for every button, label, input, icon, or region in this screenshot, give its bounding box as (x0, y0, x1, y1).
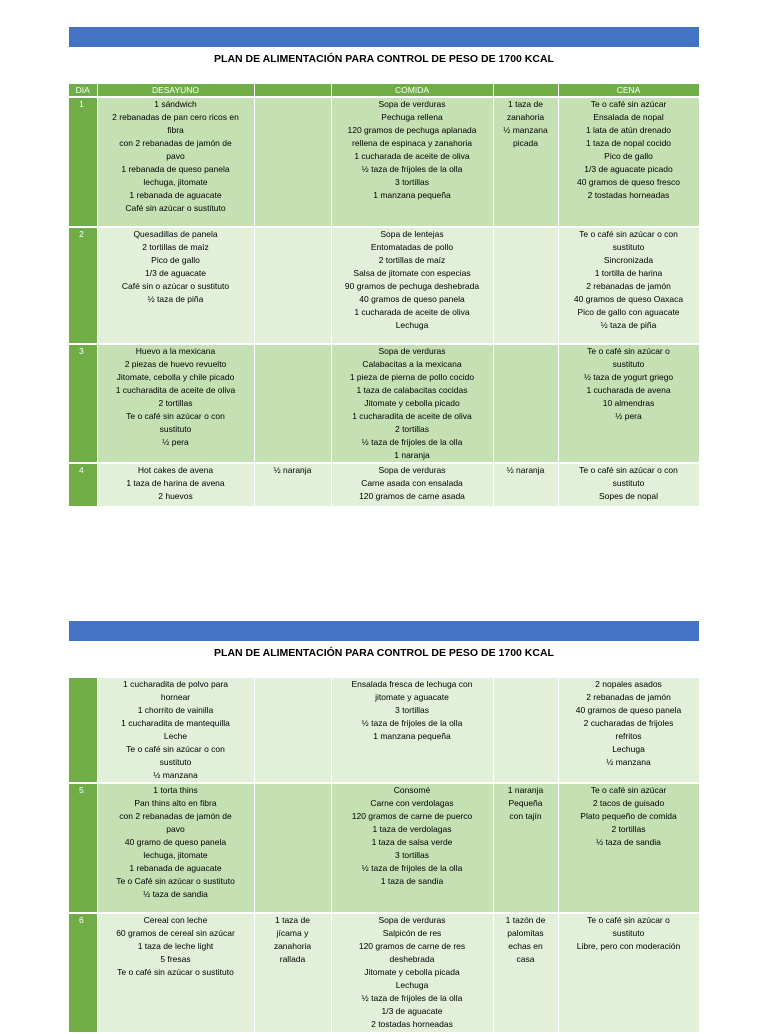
comida-item: deshebrada (389, 954, 435, 964)
table-row (69, 227, 699, 344)
cell-desayuno (97, 463, 254, 507)
cena-item: 1/3 de aguacate picado (584, 164, 673, 174)
cell-colacion2 (493, 463, 558, 507)
desayuno-item: con 2 rebanadas de jamón de (119, 811, 232, 821)
desayuno-item: pavo (166, 151, 185, 161)
cena-item: 10 almendras (602, 398, 655, 408)
comida-item: Lechuga (395, 980, 429, 990)
cena-item: Te o café sin azúcar (590, 99, 667, 109)
cena-item: 40 gramos de queso panela (575, 705, 682, 715)
cena-item: Libre, pero con moderación (576, 941, 681, 951)
page-1-title: PLAN DE ALIMENTACIÓN PARA CONTROL DE PESO DE 1700 KCAL (214, 53, 554, 65)
comida-item: 1 manzana pequeña (373, 190, 451, 200)
cena-item: 40 gramos de queso Oaxaca (573, 294, 684, 304)
comida-item: Sopa de verduras (378, 346, 446, 356)
comida-item: 2 tortillas de maíz (378, 255, 446, 265)
comida-item: 1 manzana pequeña (373, 731, 451, 741)
desayuno-item: sustituto (159, 757, 192, 767)
cena-item: 1 cucharada de avena (586, 385, 671, 395)
table-row (69, 678, 699, 783)
colacion1-item: 1 taza de (275, 915, 310, 925)
table-row (69, 344, 699, 463)
cell-colacion2 (493, 783, 558, 913)
comida-item: 1 pieza de pierna de pollo cocido (349, 372, 475, 382)
cell-comida (331, 463, 493, 507)
cena-item: ½ taza de sandia (596, 837, 661, 847)
cell-cena (558, 463, 699, 507)
cell-colacion1 (254, 97, 331, 227)
desayuno-item: 1 rebanada de aguacate (129, 863, 222, 873)
page-1-header-bar (69, 27, 699, 47)
comida-item: 2 tostadas horneadas (371, 1019, 453, 1029)
comida-item: Calabacitas a la mexicana (362, 359, 462, 369)
cell-cena (558, 913, 699, 1033)
cell-comida (331, 227, 493, 344)
day-number: 3 (69, 344, 97, 463)
desayuno-item: fibra (167, 125, 184, 135)
desayuno-item: hornear (160, 692, 191, 702)
desayuno-item: sustituto (159, 424, 192, 434)
cell-cena (558, 783, 699, 913)
cena-item: 1 tortilla de harina (594, 268, 663, 278)
comida-item: 120 gramos de carne de puerco (351, 811, 473, 821)
comida-item: Ensalada fresca de lechuga con (351, 679, 473, 689)
comida-item: Jitomate y cebolla picado (364, 398, 460, 408)
day-number: 4 (69, 463, 97, 507)
colacion1-item: zanahoria (273, 941, 312, 951)
cell-colacion1 (254, 344, 331, 463)
comida-item: 1 taza de salsa verde (371, 837, 453, 847)
comida-item: 1 taza de sandia (380, 876, 444, 886)
desayuno-item: 2 piezas de huevo revuelto (124, 359, 227, 369)
cena-item: sustituto (612, 359, 645, 369)
table-row (69, 913, 699, 1033)
colacion2-item: ½ naranja (506, 465, 545, 475)
desayuno-item: ½ manzana (153, 770, 198, 780)
colacion1-item: jícama y (276, 928, 309, 938)
page-1 (69, 27, 699, 507)
colacion2-item: casa (516, 954, 535, 964)
desayuno-item: Quesadillas de panela (133, 229, 218, 239)
header-dia: DIA (69, 84, 97, 97)
cena-item: 40 gramos de queso fresco (576, 177, 680, 187)
cena-item: Pico de gallo (604, 151, 653, 161)
comida-item: Carne con verdolagas (370, 798, 454, 808)
desayuno-item: Cereal con leche (143, 915, 208, 925)
comida-item: Sopa de verduras (378, 465, 446, 475)
comida-item: Pechuga rellena (381, 112, 443, 122)
comida-item: 3 tortillas (394, 705, 429, 715)
day-number: 1 (69, 97, 97, 227)
cell-comida (331, 97, 493, 227)
desayuno-item: 2 tortillas de maíz (142, 242, 209, 252)
day-number (69, 678, 97, 783)
desayuno-item: 1 sándwich (154, 99, 197, 109)
comida-item: 1 cucharada de aceite de oliva (354, 307, 470, 317)
comida-item: Entomatadas de pollo (370, 242, 454, 252)
cena-item: Plato pequeño de comida (580, 811, 677, 821)
table-row (69, 783, 699, 913)
cell-comida (331, 913, 493, 1033)
header-comida: COMIDA (331, 84, 493, 97)
cell-cena (558, 344, 699, 463)
header-cena: CENA (558, 84, 699, 97)
cena-item: 2 cucharadas de frijoles (583, 718, 674, 728)
cena-item: ½ manzana (606, 757, 651, 767)
cena-item: Lechuga (612, 744, 645, 754)
desayuno-item: Café sin azúcar o sustituto (125, 203, 226, 213)
comida-item: 3 tortillas (394, 177, 429, 187)
cell-colacion1 (254, 783, 331, 913)
desayuno-item: 1/3 de aguacate (145, 268, 206, 278)
desayuno-item: 2 rebanadas de pan cero ricos en (112, 112, 239, 122)
comida-item: Jitomate y cebolla picada (364, 967, 460, 977)
cell-colacion2 (493, 97, 558, 227)
cena-item: ½ taza de piña (600, 320, 657, 330)
comida-item: Salpicón de res (382, 928, 442, 938)
comida-item: ½ taza de frijoles de la olla (361, 164, 463, 174)
cena-item: refritos (615, 731, 642, 741)
cena-item: sustituto (612, 242, 645, 252)
cell-cena (558, 97, 699, 227)
desayuno-item: 1 taza de harina de avena (126, 478, 225, 488)
day-number: 6 (69, 913, 97, 1033)
day-number: 2 (69, 227, 97, 344)
table-row (69, 463, 699, 507)
cena-item: Te o café sin azúcar (590, 785, 667, 795)
desayuno-item: ½ taza de sandia (143, 889, 208, 899)
comida-item: Sopa de lentejas (380, 229, 444, 239)
cell-colacion2 (493, 227, 558, 344)
desayuno-item: 60 gramos de cereal sin azúcar (116, 928, 235, 938)
colacion2-item: con tajín (509, 811, 542, 821)
comida-item: 1 cucharadita de aceite de oliva (352, 411, 472, 421)
cell-colacion1 (254, 227, 331, 344)
desayuno-item: Pico de gallo (151, 255, 200, 265)
cena-item: Sincronizada (603, 255, 654, 265)
cell-comida (331, 783, 493, 913)
cell-comida (331, 344, 493, 463)
cena-item: sustituto (612, 928, 645, 938)
desayuno-item: 2 huevos (158, 491, 193, 501)
colacion2-item: 1 taza de (508, 99, 543, 109)
cell-desayuno (97, 97, 254, 227)
desayuno-item: Café sin o azúcar o sustituto (121, 281, 230, 291)
cell-desayuno (97, 678, 254, 783)
page-2-header-bar (69, 621, 699, 641)
desayuno-item: pavo (166, 824, 185, 834)
cena-item: 2 rebanadas de jamón (586, 281, 671, 291)
desayuno-item: 5 fresas (160, 954, 191, 964)
comida-item: 1 cucharada de aceite de oliva (354, 151, 470, 161)
desayuno-item: 1 cucharadita de polvo para (123, 679, 228, 689)
desayuno-item: Te o Café sin azúcar o sustituto (116, 876, 235, 886)
desayuno-item: ½ pera (162, 437, 189, 447)
cell-colacion1 (254, 463, 331, 507)
page-2-title: PLAN DE ALIMENTACIÓN PARA CONTROL DE PESO DE 1700 KCAL (214, 647, 554, 659)
comida-item: 40 gramos de queso panela (359, 294, 465, 304)
cell-desayuno (97, 913, 254, 1033)
desayuno-item: Te o café sin azúcar o con (126, 411, 225, 421)
desayuno-item: con 2 rebanadas de jamón de (119, 138, 232, 148)
cena-item: 1 taza de nopal cocido (585, 138, 672, 148)
desayuno-item: Pan thins alto en fibra (134, 798, 217, 808)
cena-item: Ensalada de nopal (593, 112, 664, 122)
desayuno-item: 1 rebanada de aguacate (129, 190, 222, 200)
comida-item: 1 naranja (394, 450, 430, 460)
cena-item: Pico de gallo con aguacate (577, 307, 680, 317)
desayuno-item: Leche (163, 731, 188, 741)
header-colacion-2 (493, 84, 558, 97)
comida-item: Sopa de verduras (378, 915, 446, 925)
comida-item: ½ taza de frijoles de la olla (361, 863, 463, 873)
cena-item: Te o café sin azúcar o (587, 346, 670, 356)
page-1-meal-table (69, 84, 700, 508)
cell-colacion1 (254, 678, 331, 783)
desayuno-item: 1 cucharadita de mantequilla (121, 718, 230, 728)
colacion2-item: picada (512, 138, 539, 148)
cena-item: ½ pera (615, 411, 642, 421)
desayuno-item: 1 torta thins (153, 785, 198, 795)
comida-item: ½ taza de frijoles de la olla (361, 993, 463, 1003)
colacion1-item: ½ naranja (273, 465, 312, 475)
comida-item: jitomate y aguacate (375, 692, 449, 702)
desayuno-item: 1 chorrito de vainilla (137, 705, 214, 715)
desayuno-item: Huevo a la mexicana (135, 346, 216, 356)
cell-colacion1 (254, 913, 331, 1033)
cena-item: ½ taza de yogurt griego (583, 372, 674, 382)
header-desayuno: DESAYUNO (97, 84, 254, 97)
colacion2-item: echas en (508, 941, 543, 951)
table-row (69, 97, 699, 227)
comida-item: 3 tortillas (394, 850, 429, 860)
colacion2-item: 1 tazón de (505, 915, 546, 925)
comida-item: rellena de espinaca y zanahoria (351, 138, 473, 148)
desayuno-item: 1 cucharadita de aceite de oliva (115, 385, 236, 395)
comida-item: Salsa de jitomate con especias (353, 268, 471, 278)
cena-item: 2 nopales asados (595, 679, 662, 689)
desayuno-item: Hot cakes de avena (137, 465, 214, 475)
colacion2-item: ½ manzana (503, 125, 548, 135)
comida-item: Lechuga (395, 320, 429, 330)
cell-colacion2 (493, 913, 558, 1033)
comida-item: Sopa de verduras (378, 99, 446, 109)
cena-item: Sopes de nopal (598, 491, 659, 501)
desayuno-item: lechuga, jitomate (143, 850, 208, 860)
cell-colacion2 (493, 344, 558, 463)
colacion2-item: zanahoria (506, 112, 545, 122)
comida-item: Carne asada con ensalada (361, 478, 463, 488)
cena-item: 2 tostadas horneadas (587, 190, 670, 200)
colacion2-item: 1 naranja (507, 785, 544, 795)
day-number: 5 (69, 783, 97, 913)
comida-item: 120 gramos de carne de res (358, 941, 466, 951)
page-2-meal-table (69, 678, 700, 1034)
comida-item: 2 tortillas (394, 424, 429, 434)
cena-item: 2 rebanadas de jamón (586, 692, 671, 702)
desayuno-item: Te o café sin azúcar o sustituto (117, 967, 234, 977)
cena-item: sustituto (612, 478, 645, 488)
cell-cena (558, 678, 699, 783)
colacion2-item: palomitas (507, 928, 544, 938)
cena-item: Te o café sin azúcar o con (579, 229, 678, 239)
comida-item: Consomé (393, 785, 431, 795)
comida-item: ½ taza de frijoles de la olla (361, 437, 463, 447)
desayuno-item: lechuga, jitomate (143, 177, 208, 187)
cell-cena (558, 227, 699, 344)
colacion1-item: rallada (279, 954, 306, 964)
cena-item: Te o café sin azúcar o (587, 915, 670, 925)
comida-item: 1 taza de verdolagas (372, 824, 452, 834)
page-2 (69, 621, 699, 1029)
comida-item: 120 gramos de pechuga aplanada (347, 125, 477, 135)
comida-item: 1 taza de calabacitas cocidas (356, 385, 468, 395)
cena-item: Te o café sin azúcar o con (579, 465, 678, 475)
desayuno-item: 40 gramo de queso panela (124, 837, 227, 847)
cell-comida (331, 678, 493, 783)
desayuno-item: 1 rebanada de queso panela (121, 164, 230, 174)
comida-item: ½ taza de frijoles de la olla (361, 718, 463, 728)
cena-item: 1 lata de atún drenado (585, 125, 672, 135)
cell-desayuno (97, 783, 254, 913)
comida-item: 120 gramos de carne asada (359, 491, 465, 501)
desayuno-item: ½ taza de piña (147, 294, 204, 304)
desayuno-item: 1 taza de leche light (137, 941, 214, 951)
cell-desayuno (97, 227, 254, 344)
cell-desayuno (97, 344, 254, 463)
comida-item: 1/3 de aguacate (381, 1006, 443, 1016)
desayuno-item: Te o café sin azúcar o con (126, 744, 225, 754)
cena-item: 2 tortillas (611, 824, 646, 834)
header-colacion-1 (254, 84, 331, 97)
table-header-row (69, 84, 699, 97)
desayuno-item: Jitomate, cebolla y chile picado (116, 372, 235, 382)
comida-item: 90 gramos de pechuga deshebrada (344, 281, 480, 291)
desayuno-item: 2 tortillas (158, 398, 193, 408)
cena-item: 2 tacos de guisado (592, 798, 665, 808)
cell-colacion2 (493, 678, 558, 783)
colacion2-item: Pequeña (508, 798, 543, 808)
